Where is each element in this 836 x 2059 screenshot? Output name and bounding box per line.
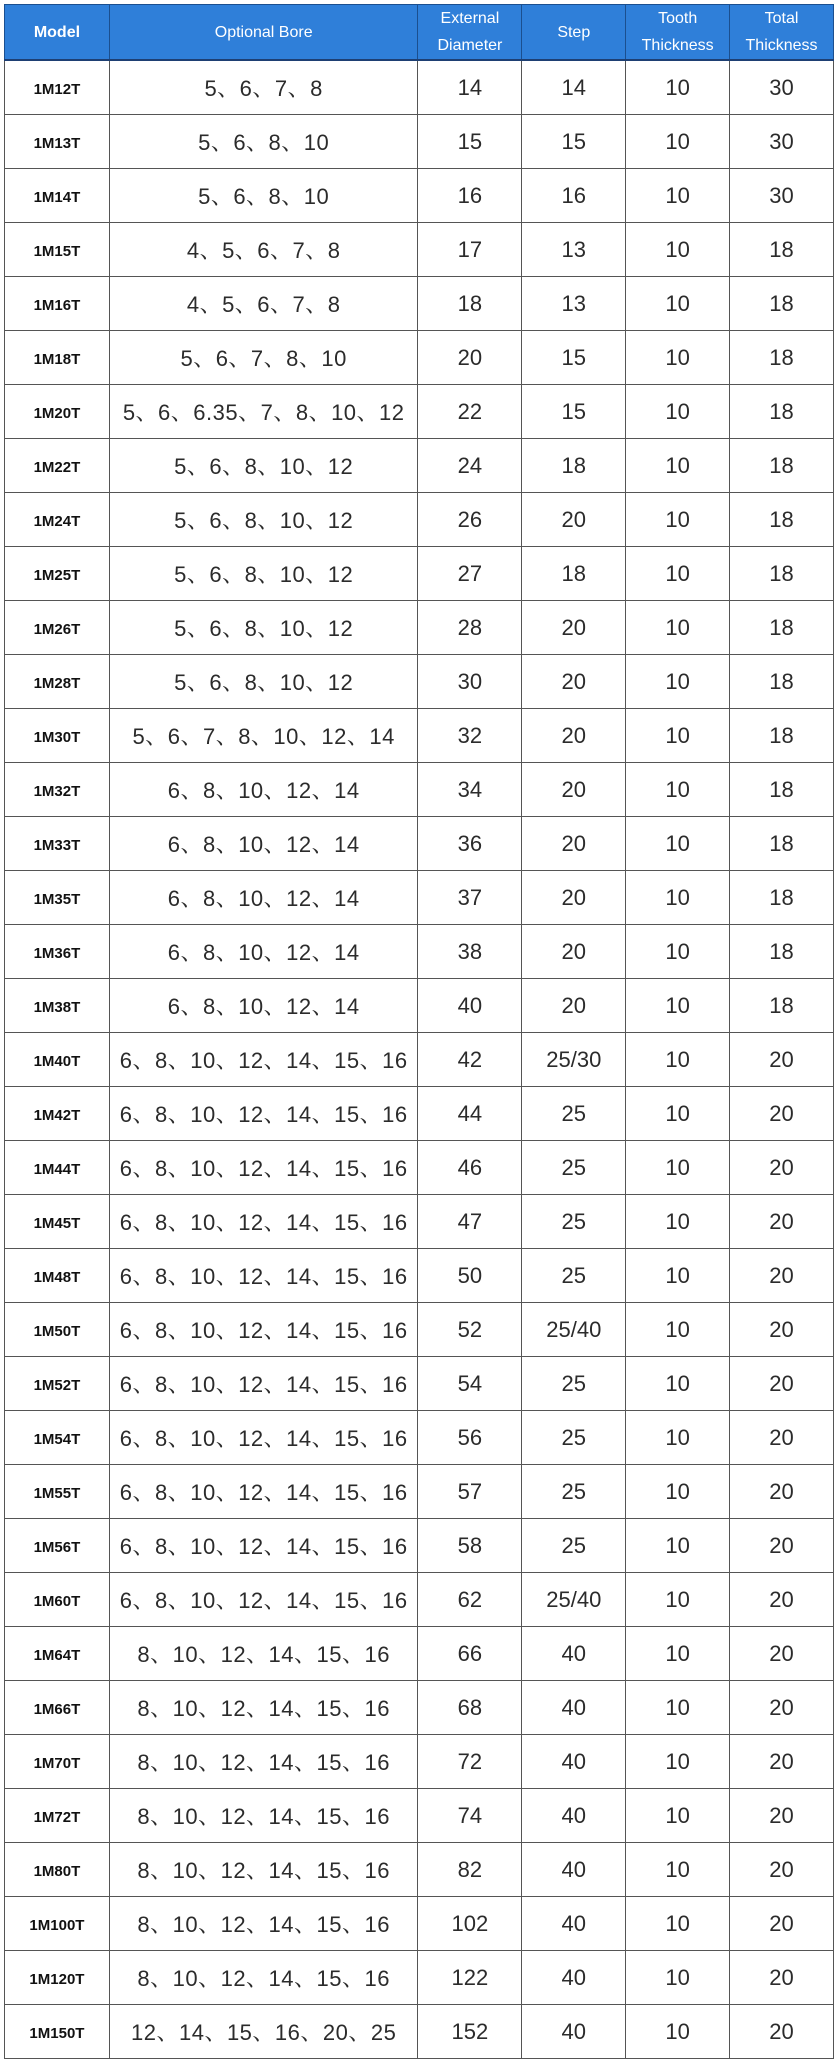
cell-optional-bore: 8、10、12、14、15、16 (109, 1681, 418, 1735)
cell-optional-bore: 5、6、8、10、12 (109, 493, 418, 547)
cell-step: 20 (522, 493, 626, 547)
cell-tooth-thickness: 10 (626, 1033, 730, 1087)
cell-external-diameter: 152 (418, 2005, 522, 2059)
cell-model: 1M50T (5, 1303, 110, 1357)
cell-model: 1M12T (5, 60, 110, 115)
cell-total-thickness: 18 (730, 493, 834, 547)
cell-step: 16 (522, 169, 626, 223)
cell-total-thickness: 18 (730, 763, 834, 817)
cell-external-diameter: 54 (418, 1357, 522, 1411)
cell-step: 18 (522, 547, 626, 601)
cell-tooth-thickness: 10 (626, 277, 730, 331)
cell-total-thickness: 20 (730, 1627, 834, 1681)
cell-total-thickness: 18 (730, 925, 834, 979)
cell-model: 1M14T (5, 169, 110, 223)
cell-external-diameter: 122 (418, 1951, 522, 2005)
cell-external-diameter: 37 (418, 871, 522, 925)
cell-model: 1M36T (5, 925, 110, 979)
table-row (5, 331, 834, 385)
cell-optional-bore: 5、6、7、8、10 (109, 331, 418, 385)
cell-optional-bore: 6、8、10、12、14、15、16 (109, 1573, 418, 1627)
cell-step: 20 (522, 979, 626, 1033)
cell-model: 1M42T (5, 1087, 110, 1141)
cell-step: 40 (522, 1951, 626, 2005)
cell-optional-bore: 5、6、7、8 (109, 60, 418, 115)
cell-total-thickness: 20 (730, 1843, 834, 1897)
cell-total-thickness: 20 (730, 1195, 834, 1249)
cell-model: 1M15T (5, 223, 110, 277)
table-row (5, 1087, 834, 1141)
cell-optional-bore: 4、5、6、7、8 (109, 223, 418, 277)
cell-total-thickness: 30 (730, 60, 834, 115)
table-row (5, 2005, 834, 2059)
cell-total-thickness: 20 (730, 1357, 834, 1411)
cell-tooth-thickness: 10 (626, 1465, 730, 1519)
cell-step: 40 (522, 1843, 626, 1897)
cell-model: 1M26T (5, 601, 110, 655)
cell-model: 1M20T (5, 385, 110, 439)
header-row (5, 5, 834, 61)
cell-total-thickness: 18 (730, 547, 834, 601)
cell-step: 40 (522, 1789, 626, 1843)
cell-model: 1M22T (5, 439, 110, 493)
cell-tooth-thickness: 10 (626, 1519, 730, 1573)
table-row (5, 1033, 834, 1087)
cell-tooth-thickness: 10 (626, 223, 730, 277)
cell-optional-bore: 5、6、8、10、12 (109, 601, 418, 655)
cell-total-thickness: 30 (730, 169, 834, 223)
header-total-thickness (730, 5, 834, 61)
cell-external-diameter: 38 (418, 925, 522, 979)
cell-external-diameter: 14 (418, 60, 522, 115)
cell-optional-bore: 8、10、12、14、15、16 (109, 1951, 418, 2005)
table-row (5, 1573, 834, 1627)
cell-external-diameter: 42 (418, 1033, 522, 1087)
cell-model: 1M18T (5, 331, 110, 385)
cell-total-thickness: 20 (730, 1411, 834, 1465)
cell-external-diameter: 24 (418, 439, 522, 493)
table-row (5, 1249, 834, 1303)
cell-external-diameter: 57 (418, 1465, 522, 1519)
cell-model: 1M16T (5, 277, 110, 331)
cell-total-thickness: 18 (730, 817, 834, 871)
cell-optional-bore: 5、6、8、10、12 (109, 655, 418, 709)
cell-optional-bore: 6、8、10、12、14、15、16 (109, 1303, 418, 1357)
table-row (5, 1843, 834, 1897)
cell-tooth-thickness: 10 (626, 493, 730, 547)
cell-model: 1M45T (5, 1195, 110, 1249)
cell-tooth-thickness: 10 (626, 1627, 730, 1681)
cell-external-diameter: 52 (418, 1303, 522, 1357)
header-step: Step (522, 5, 626, 61)
cell-tooth-thickness: 10 (626, 1411, 730, 1465)
cell-model: 1M38T (5, 979, 110, 1033)
cell-total-thickness: 18 (730, 223, 834, 277)
cell-optional-bore: 6、8、10、12、14、15、16 (109, 1357, 418, 1411)
cell-optional-bore: 6、8、10、12、14、15、16 (109, 1465, 418, 1519)
cell-optional-bore: 5、6、8、10 (109, 115, 418, 169)
cell-step: 25 (522, 1519, 626, 1573)
cell-tooth-thickness: 10 (626, 1897, 730, 1951)
cell-model: 1M70T (5, 1735, 110, 1789)
cell-external-diameter: 34 (418, 763, 522, 817)
cell-total-thickness: 18 (730, 439, 834, 493)
cell-model: 1M64T (5, 1627, 110, 1681)
cell-external-diameter: 72 (418, 1735, 522, 1789)
cell-tooth-thickness: 10 (626, 1789, 730, 1843)
cell-total-thickness: 20 (730, 1141, 834, 1195)
cell-total-thickness: 20 (730, 1573, 834, 1627)
table-row (5, 1789, 834, 1843)
cell-model: 1M13T (5, 115, 110, 169)
cell-model: 1M150T (5, 2005, 110, 2059)
table-header (5, 5, 834, 61)
table-row (5, 1951, 834, 2005)
header-tooth-thickness-line1: Tooth (658, 10, 698, 27)
cell-optional-bore: 6、8、10、12、14 (109, 871, 418, 925)
cell-step: 20 (522, 709, 626, 763)
cell-model: 1M72T (5, 1789, 110, 1843)
cell-total-thickness: 20 (730, 1951, 834, 2005)
cell-total-thickness: 18 (730, 979, 834, 1033)
table-row (5, 439, 834, 493)
cell-optional-bore: 6、8、10、12、14、15、16 (109, 1141, 418, 1195)
table-row (5, 925, 834, 979)
cell-total-thickness: 18 (730, 331, 834, 385)
cell-external-diameter: 58 (418, 1519, 522, 1573)
cell-model: 1M30T (5, 709, 110, 763)
cell-total-thickness: 20 (730, 1519, 834, 1573)
cell-step: 40 (522, 1735, 626, 1789)
cell-tooth-thickness: 10 (626, 1087, 730, 1141)
cell-total-thickness: 20 (730, 1303, 834, 1357)
table-row (5, 223, 834, 277)
cell-optional-bore: 12、14、15、16、20、25 (109, 2005, 418, 2059)
cell-total-thickness: 20 (730, 1735, 834, 1789)
cell-optional-bore: 5、6、6.35、7、8、10、12 (109, 385, 418, 439)
cell-model: 1M35T (5, 871, 110, 925)
cell-step: 25 (522, 1195, 626, 1249)
pulley-spec-table (4, 4, 834, 2059)
cell-step: 40 (522, 1627, 626, 1681)
cell-model: 1M25T (5, 547, 110, 601)
cell-step: 15 (522, 115, 626, 169)
cell-tooth-thickness: 10 (626, 1843, 730, 1897)
cell-optional-bore: 6、8、10、12、14 (109, 817, 418, 871)
cell-optional-bore: 4、5、6、7、8 (109, 277, 418, 331)
table-row (5, 169, 834, 223)
table-row (5, 1735, 834, 1789)
header-tooth-thickness (626, 5, 730, 61)
cell-tooth-thickness: 10 (626, 763, 730, 817)
cell-external-diameter: 15 (418, 115, 522, 169)
cell-optional-bore: 8、10、12、14、15、16 (109, 1735, 418, 1789)
cell-tooth-thickness: 10 (626, 1357, 730, 1411)
cell-optional-bore: 8、10、12、14、15、16 (109, 1897, 418, 1951)
cell-model: 1M28T (5, 655, 110, 709)
cell-total-thickness: 20 (730, 1249, 834, 1303)
cell-step: 13 (522, 277, 626, 331)
table-body (5, 60, 834, 2059)
cell-external-diameter: 102 (418, 1897, 522, 1951)
cell-tooth-thickness: 10 (626, 115, 730, 169)
cell-tooth-thickness: 10 (626, 871, 730, 925)
cell-external-diameter: 62 (418, 1573, 522, 1627)
cell-step: 20 (522, 763, 626, 817)
table-row (5, 1627, 834, 1681)
table-row (5, 60, 834, 115)
cell-optional-bore: 6、8、10、12、14、15、16 (109, 1249, 418, 1303)
table-row (5, 1303, 834, 1357)
cell-total-thickness: 20 (730, 1897, 834, 1951)
cell-total-thickness: 20 (730, 1681, 834, 1735)
cell-optional-bore: 8、10、12、14、15、16 (109, 1789, 418, 1843)
cell-total-thickness: 18 (730, 601, 834, 655)
cell-model: 1M44T (5, 1141, 110, 1195)
cell-tooth-thickness: 10 (626, 439, 730, 493)
cell-external-diameter: 66 (418, 1627, 522, 1681)
table-row (5, 709, 834, 763)
table-row (5, 385, 834, 439)
cell-external-diameter: 74 (418, 1789, 522, 1843)
cell-optional-bore: 5、6、7、8、10、12、14 (109, 709, 418, 763)
cell-tooth-thickness: 10 (626, 1951, 730, 2005)
cell-optional-bore: 6、8、10、12、14 (109, 763, 418, 817)
table-row (5, 493, 834, 547)
cell-optional-bore: 5、6、8、10、12 (109, 439, 418, 493)
cell-tooth-thickness: 10 (626, 709, 730, 763)
cell-external-diameter: 28 (418, 601, 522, 655)
cell-step: 25 (522, 1249, 626, 1303)
cell-model: 1M40T (5, 1033, 110, 1087)
cell-tooth-thickness: 10 (626, 925, 730, 979)
cell-total-thickness: 18 (730, 871, 834, 925)
cell-external-diameter: 22 (418, 385, 522, 439)
table-row (5, 601, 834, 655)
cell-external-diameter: 18 (418, 277, 522, 331)
cell-model: 1M60T (5, 1573, 110, 1627)
table-row (5, 979, 834, 1033)
table-row (5, 1519, 834, 1573)
cell-optional-bore: 6、8、10、12、14、15、16 (109, 1033, 418, 1087)
cell-external-diameter: 46 (418, 1141, 522, 1195)
table-row (5, 547, 834, 601)
cell-step: 20 (522, 925, 626, 979)
cell-step: 25 (522, 1141, 626, 1195)
table-row (5, 1465, 834, 1519)
cell-tooth-thickness: 10 (626, 1303, 730, 1357)
cell-model: 1M120T (5, 1951, 110, 2005)
cell-optional-bore: 8、10、12、14、15、16 (109, 1843, 418, 1897)
cell-model: 1M32T (5, 763, 110, 817)
cell-step: 25/30 (522, 1033, 626, 1087)
table-row (5, 763, 834, 817)
cell-total-thickness: 18 (730, 655, 834, 709)
cell-model: 1M48T (5, 1249, 110, 1303)
cell-external-diameter: 16 (418, 169, 522, 223)
cell-tooth-thickness: 10 (626, 1195, 730, 1249)
cell-external-diameter: 56 (418, 1411, 522, 1465)
table-row (5, 871, 834, 925)
cell-step: 40 (522, 2005, 626, 2059)
cell-model: 1M80T (5, 1843, 110, 1897)
cell-step: 40 (522, 1897, 626, 1951)
cell-model: 1M56T (5, 1519, 110, 1573)
cell-total-thickness: 18 (730, 385, 834, 439)
table-row (5, 1141, 834, 1195)
cell-external-diameter: 47 (418, 1195, 522, 1249)
cell-step: 25 (522, 1465, 626, 1519)
cell-model: 1M66T (5, 1681, 110, 1735)
table-row (5, 277, 834, 331)
cell-optional-bore: 6、8、10、12、14、15、16 (109, 1519, 418, 1573)
cell-total-thickness: 20 (730, 1087, 834, 1141)
cell-step: 20 (522, 817, 626, 871)
cell-tooth-thickness: 10 (626, 385, 730, 439)
header-model: Model (5, 5, 110, 61)
cell-step: 25 (522, 1411, 626, 1465)
cell-step: 25/40 (522, 1303, 626, 1357)
cell-model: 1M33T (5, 817, 110, 871)
cell-external-diameter: 17 (418, 223, 522, 277)
cell-step: 40 (522, 1681, 626, 1735)
cell-total-thickness: 20 (730, 1033, 834, 1087)
cell-tooth-thickness: 10 (626, 1735, 730, 1789)
cell-step: 13 (522, 223, 626, 277)
cell-optional-bore: 6、8、10、12、14、15、16 (109, 1195, 418, 1249)
cell-model: 1M52T (5, 1357, 110, 1411)
cell-tooth-thickness: 10 (626, 655, 730, 709)
cell-step: 14 (522, 60, 626, 115)
cell-model: 1M55T (5, 1465, 110, 1519)
header-total-thickness-line2: Thickness (745, 37, 818, 54)
cell-optional-bore: 6、8、10、12、14 (109, 925, 418, 979)
cell-external-diameter: 32 (418, 709, 522, 763)
cell-model: 1M100T (5, 1897, 110, 1951)
table-row (5, 1681, 834, 1735)
cell-step: 25/40 (522, 1573, 626, 1627)
header-optional-bore: Optional Bore (109, 5, 418, 61)
table-row (5, 1357, 834, 1411)
cell-tooth-thickness: 10 (626, 1141, 730, 1195)
cell-step: 25 (522, 1357, 626, 1411)
cell-tooth-thickness: 10 (626, 1573, 730, 1627)
table-row (5, 655, 834, 709)
header-external-diameter-line2: Diameter (437, 37, 503, 54)
cell-tooth-thickness: 10 (626, 169, 730, 223)
cell-external-diameter: 40 (418, 979, 522, 1033)
header-external-diameter (418, 5, 522, 61)
cell-tooth-thickness: 10 (626, 1681, 730, 1735)
cell-optional-bore: 6、8、10、12、14、15、16 (109, 1411, 418, 1465)
cell-optional-bore: 6、8、10、12、14 (109, 979, 418, 1033)
cell-tooth-thickness: 10 (626, 60, 730, 115)
cell-total-thickness: 20 (730, 2005, 834, 2059)
cell-optional-bore: 5、6、8、10 (109, 169, 418, 223)
cell-tooth-thickness: 10 (626, 547, 730, 601)
cell-step: 15 (522, 331, 626, 385)
cell-total-thickness: 20 (730, 1789, 834, 1843)
cell-external-diameter: 30 (418, 655, 522, 709)
cell-external-diameter: 20 (418, 331, 522, 385)
header-tooth-thickness-line2: Thickness (641, 37, 714, 54)
cell-step: 20 (522, 655, 626, 709)
cell-external-diameter: 36 (418, 817, 522, 871)
cell-total-thickness: 18 (730, 709, 834, 763)
cell-external-diameter: 82 (418, 1843, 522, 1897)
cell-external-diameter: 27 (418, 547, 522, 601)
cell-step: 20 (522, 601, 626, 655)
cell-total-thickness: 30 (730, 115, 834, 169)
table-row (5, 115, 834, 169)
header-total-thickness-line1: Total (764, 10, 799, 27)
cell-total-thickness: 18 (730, 277, 834, 331)
cell-tooth-thickness: 10 (626, 601, 730, 655)
header-external-diameter-line1: External (440, 10, 500, 27)
cell-step: 15 (522, 385, 626, 439)
cell-tooth-thickness: 10 (626, 979, 730, 1033)
cell-step: 20 (522, 871, 626, 925)
cell-model: 1M54T (5, 1411, 110, 1465)
cell-external-diameter: 44 (418, 1087, 522, 1141)
cell-model: 1M24T (5, 493, 110, 547)
cell-tooth-thickness: 10 (626, 817, 730, 871)
cell-external-diameter: 26 (418, 493, 522, 547)
cell-optional-bore: 6、8、10、12、14、15、16 (109, 1087, 418, 1141)
cell-step: 25 (522, 1087, 626, 1141)
cell-external-diameter: 68 (418, 1681, 522, 1735)
table-row (5, 1195, 834, 1249)
table-row (5, 1411, 834, 1465)
cell-optional-bore: 5、6、8、10、12 (109, 547, 418, 601)
cell-step: 18 (522, 439, 626, 493)
cell-tooth-thickness: 10 (626, 331, 730, 385)
cell-tooth-thickness: 10 (626, 2005, 730, 2059)
table-row (5, 817, 834, 871)
cell-tooth-thickness: 10 (626, 1249, 730, 1303)
cell-optional-bore: 8、10、12、14、15、16 (109, 1627, 418, 1681)
cell-external-diameter: 50 (418, 1249, 522, 1303)
cell-total-thickness: 20 (730, 1465, 834, 1519)
table-row (5, 1897, 834, 1951)
